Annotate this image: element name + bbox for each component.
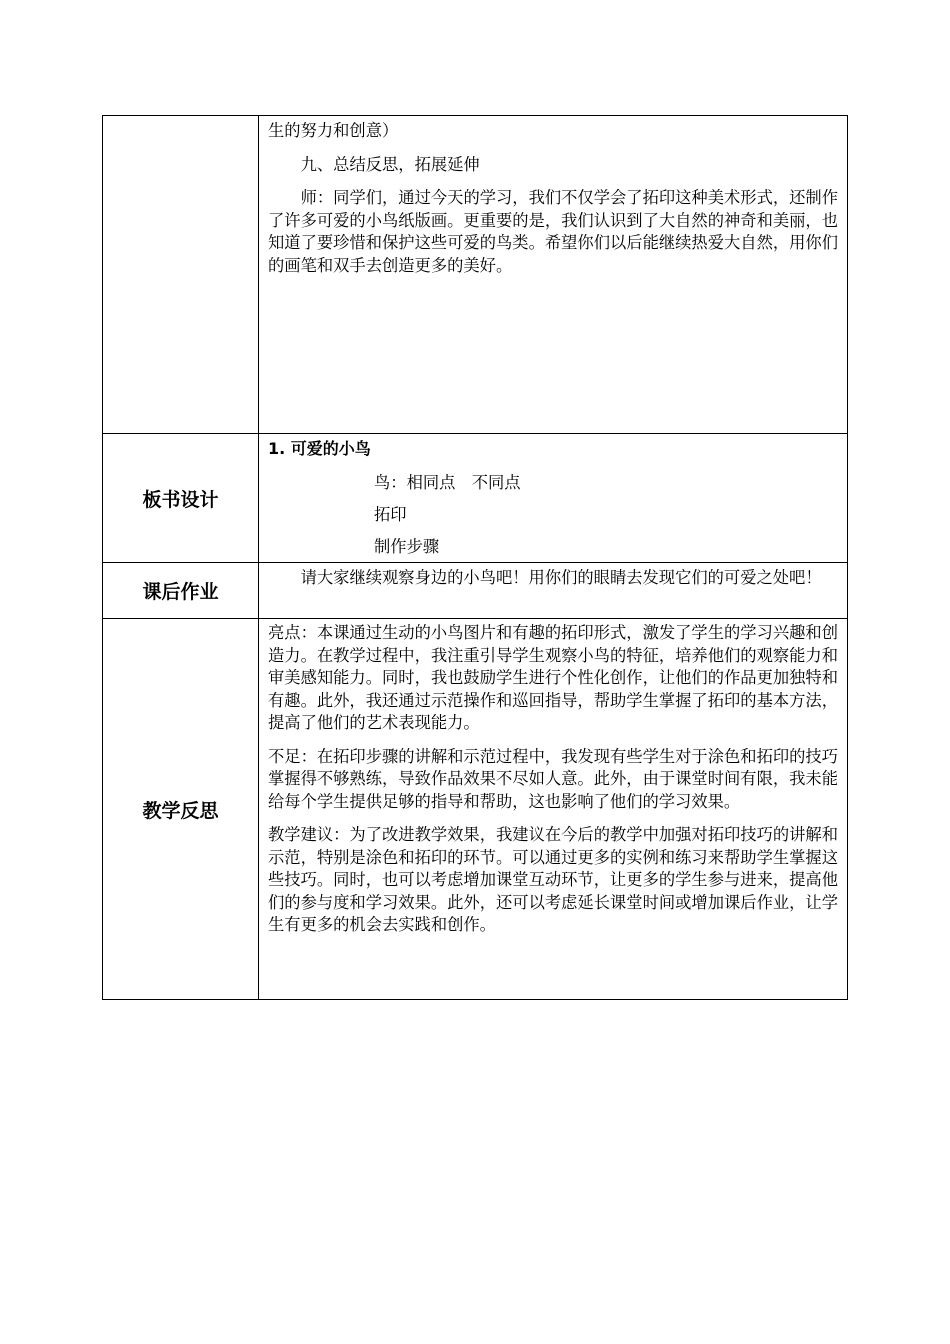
lesson-plan-table <box>102 115 848 1000</box>
board-line: 鸟：相同点 不同点 <box>374 473 521 492</box>
reflection-suggestions: 教学建议：为了改进教学效果，我建议在今后的教学中加强对拓印技巧的讲解和示范，特别是涂色和拓印的环节。可以通过更多的实例和练习来帮助学生掌握这些技巧。同时，也可以考虑增加课堂互动环节，让更多的学生参与进来，提高他们的参与度和学习效果。此外，还可以考虑延长课堂时间或增加课后作业，让学生有更多的机会去实践和创作。 <box>268 825 838 934</box>
reflection-label: 教学反思 <box>103 619 259 1000</box>
reflection-shortcomings: 不足：在拓印步骤的讲解和示范过程中，我发现有些学生对于涂色和拓印的技巧掌握得不够熟练，导致作品效果不尽如人意。此外，由于课堂时间有限，我未能给每个学生提供足够的指导和帮助，这也影响了他们的学习效果。 <box>268 746 838 811</box>
table-row <box>103 563 848 619</box>
teacher-speech: 师：同学们，通过今天的学习，我们不仅学会了拓印这种美术形式，还制作了许多可爱的小鸟纸版画。更重要的是，我们认识到了大自然的神奇和美丽，也知道了要珍惜和保护这些可爱的鸟类。希望你们以后能继续热爱大自然，用你们的画笔和双手去创造更多的美好。 <box>268 188 838 275</box>
homework-label: 课后作业 <box>103 563 259 619</box>
table-row <box>103 619 848 1000</box>
board-design-label: 板书设计 <box>103 434 259 563</box>
reflection-cell <box>259 619 848 1000</box>
homework-cell <box>259 563 848 619</box>
board-title: 1. 可爱的小鸟 <box>268 439 371 458</box>
table-row <box>103 116 848 434</box>
reflection-highlights: 亮点：本课通过生动的小鸟图片和有趣的拓印形式，激发了学生的学习兴趣和创造力。在教学过程中，我注重引导学生观察小鸟的特征，培养他们的观察能力和审美感知能力。同时，我也鼓励学生进行个性化创作，让他们的作品更加独特和有趣。此外，我还通过示范操作和巡回指导，帮助学生掌握了拓印的基本方法，提高了他们的艺术表现能力。 <box>268 623 838 732</box>
section-heading: 九、总结反思，拓展延伸 <box>300 154 480 174</box>
continued-text: 生的努力和创意） <box>268 121 399 140</box>
board-line: 拓印 <box>374 505 407 524</box>
row-label-empty <box>103 116 259 434</box>
activity-content-cell <box>259 116 848 434</box>
board-design-cell <box>259 434 848 563</box>
board-line: 制作步骤 <box>374 537 440 556</box>
homework-text: 请大家继续观察身边的小鸟吧！用你们的眼睛去发现它们的可爱之处吧！ <box>300 568 822 587</box>
table-row <box>103 434 848 563</box>
